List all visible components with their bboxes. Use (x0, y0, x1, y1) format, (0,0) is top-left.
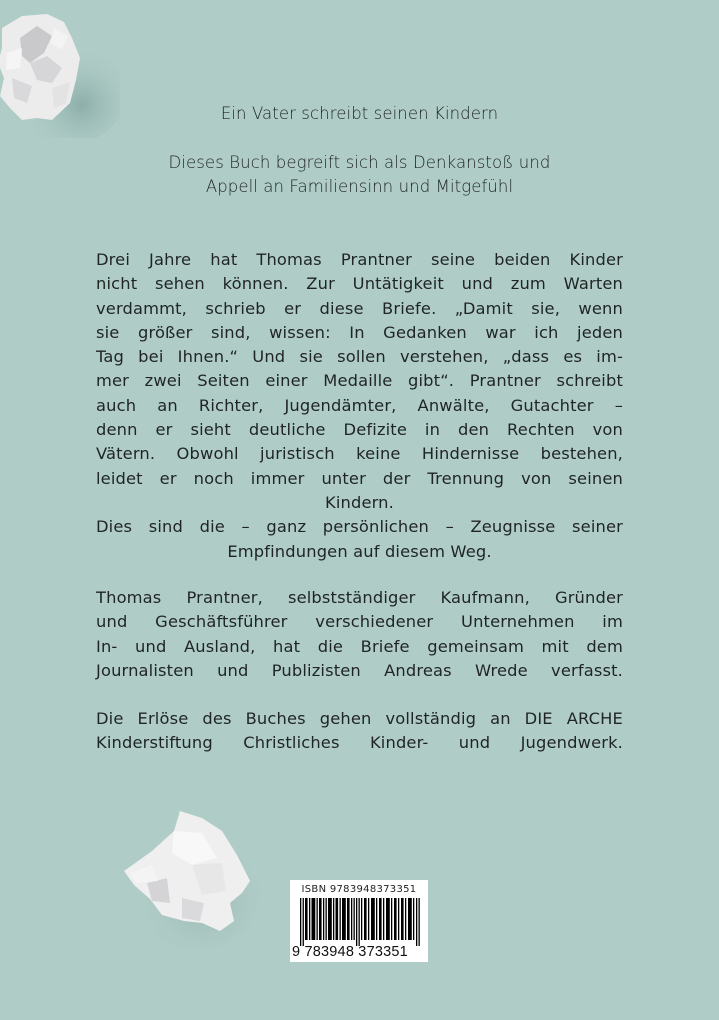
crumpled-paper-bottom-icon (122, 803, 262, 953)
text-line: In- und Ausland, hat die Briefe gemeinsam mit dem (96, 636, 623, 656)
text-line: Journalisten und Publizisten Andreas Wrede verfasst. (96, 660, 623, 680)
blurb-paragraph-1 (96, 248, 623, 564)
blurb-paragraph-3 (96, 707, 623, 756)
text-line: nicht sehen können. Zur Untätigkeit und zum Warten (96, 274, 623, 294)
blurb-paragraph-2 (96, 586, 623, 683)
isbn-barcode-box (290, 880, 428, 962)
isbn-label: ISBN 9783948373351 (301, 884, 417, 895)
text-line: Thomas Prantner, selbstständiger Kaufmann, Gründer (96, 588, 623, 607)
text-line: mer zwei Seiten einer Medaille gibt“. Prantner schreibt (96, 371, 623, 391)
tagline-line-1: Dieses Buch begreift sich als Denkanstoß und (168, 153, 551, 172)
barcode-icon (300, 898, 420, 946)
text-line: Dies sind die – ganz persönlichen – Zeugnisse seiner (96, 517, 623, 537)
text-line: Vätern. Obwohl juristisch keine Hindernisse bestehen, (96, 444, 623, 464)
text-line: verdammt, schrieb er diese Briefe. „Damit sie, wenn (96, 298, 623, 318)
text-line: denn er sieht deutliche Defizite in den Rechten von (96, 420, 623, 440)
book-subtitle: Ein Vater schreibt seinen Kindern (220, 104, 499, 123)
isbn-digits: 9 783948 373351 (292, 944, 408, 960)
text-line: auch an Richter, Jugendämter, Anwälte, Gutachter – (96, 395, 623, 415)
text-line: Tag bei Ihnen.“ Und sie sollen verstehen, „dass es im- (96, 347, 623, 367)
tagline-line-2: Appell an Familiensinn und Mitgefühl (205, 177, 514, 196)
text-line: Empfindungen auf diesem Weg. (227, 541, 492, 561)
text-line: und Geschäftsführer verschiedener Unternehmen im (96, 612, 623, 632)
text-line: Kindern. (325, 492, 394, 512)
text-line: Die Erlöse des Buches gehen vollständig an DIE ARCHE (96, 709, 623, 728)
text-line: leidet er noch immer unter der Trennung von seinen (96, 468, 623, 488)
text-line: sie größer sind, wissen: In Gedanken war ich jeden (96, 322, 623, 342)
text-line: Kinderstiftung Christliches Kinder- und Jugendwerk. (96, 733, 623, 753)
text-line: Drei Jahre hat Thomas Prantner seine beiden Kinder (96, 250, 623, 269)
book-tagline (0, 151, 719, 199)
